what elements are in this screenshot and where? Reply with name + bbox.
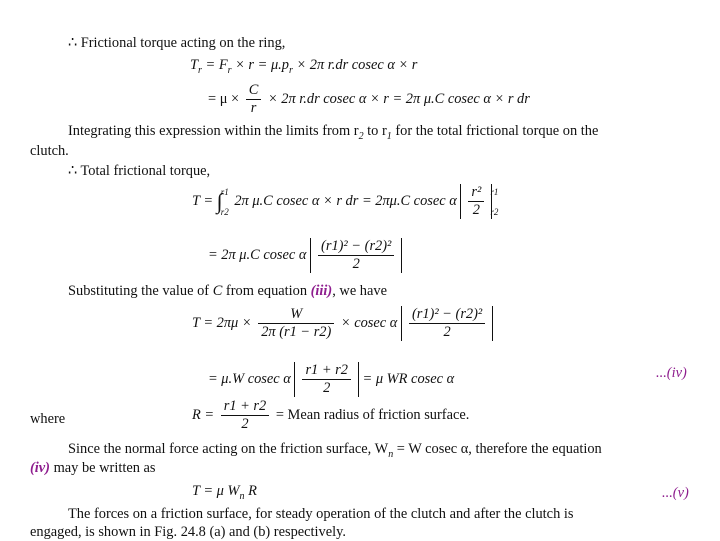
equation-torque-ring: $T_r = F_r \times r = \mu.p_r \times 2\pi$ r.dr cosec α × r xyxy=(190,57,418,76)
paragraph-forces: The forces on a friction surface, for steady operation of the clutch and after the clutch is xyxy=(68,506,574,522)
integral-limits: r1 r2 xyxy=(220,186,229,217)
equation-integral: T = ∫r1 r2 2π μ.C cosec α × r dr = 2πμ.C cosec α $\frac{\text{r²}}{2}$ r1 r2 xyxy=(192,184,499,218)
paragraph-forces-cont: engaged, is shown in Fig. 24.8 (a) and (b) respectively. xyxy=(30,524,346,540)
equation-torque-substituted: = μ × $\frac{C}{r}$ × 2π r.dr cosec α × r = 2π μ.C cosec α × r dr xyxy=(208,82,530,116)
intro-line-frictional-torque: ∴ Frictional torque acting on the ring, xyxy=(68,35,286,51)
where-label: where xyxy=(30,411,66,427)
equation-ref-iii: (iii) xyxy=(310,283,333,299)
equation-mean-radius-form: = μ.W cosec α $\frac{r1 + r2}{2}$ = μ WR cosec α xyxy=(208,362,455,396)
equation-number-iv: ...(iv) xyxy=(656,365,687,381)
equation-number-v: ...(v) xyxy=(662,485,689,501)
paragraph-substituting: Substituting the value of C from equation (iii), we have xyxy=(68,283,387,299)
paragraph-normal-force: Since the normal force acting on the friction surface, $W_n = W$ cosec α, therefore the equation xyxy=(68,441,602,460)
bracket-difference: $\frac{\text{(r1)² − (r2)²}}{2}$ xyxy=(310,238,402,273)
paragraph-normal-force-cont: (iv) may be written as xyxy=(30,460,156,476)
equation-ref-iv: (iv) xyxy=(30,460,50,476)
equation-difference-squares: = 2π μ.C cosec α $\frac{\text{(r1)² − (r2)²}}{2}$ xyxy=(208,238,402,273)
total-torque-line: ∴ Total frictional torque, xyxy=(68,163,211,179)
equation-mean-radius: R = $\frac{r1 + r2}{2}$ = Mean radius of friction surface. xyxy=(192,398,470,432)
equation-torque-normal: T = μ $W_n$ R xyxy=(192,483,257,502)
paragraph-integrating-cont: clutch. xyxy=(30,143,69,159)
bracket-r-squared: $\frac{\text{r²}}{2}$ xyxy=(460,184,492,219)
fraction-c-over-r: $\frac{C}{r}$ xyxy=(246,82,262,117)
integral-sign: ∫ xyxy=(216,188,223,214)
equation-substituted-c: T = 2πμ × $\frac{W}{2\pi (r1 - r2)}$ × cosec α $\frac{\text{(r1)² − (r2)²}}{2}$ xyxy=(192,306,493,341)
paragraph-integrating: Integrating this expression within the limits from $r_2$ to $r_1$ for the total frictional torque on the xyxy=(68,123,599,142)
